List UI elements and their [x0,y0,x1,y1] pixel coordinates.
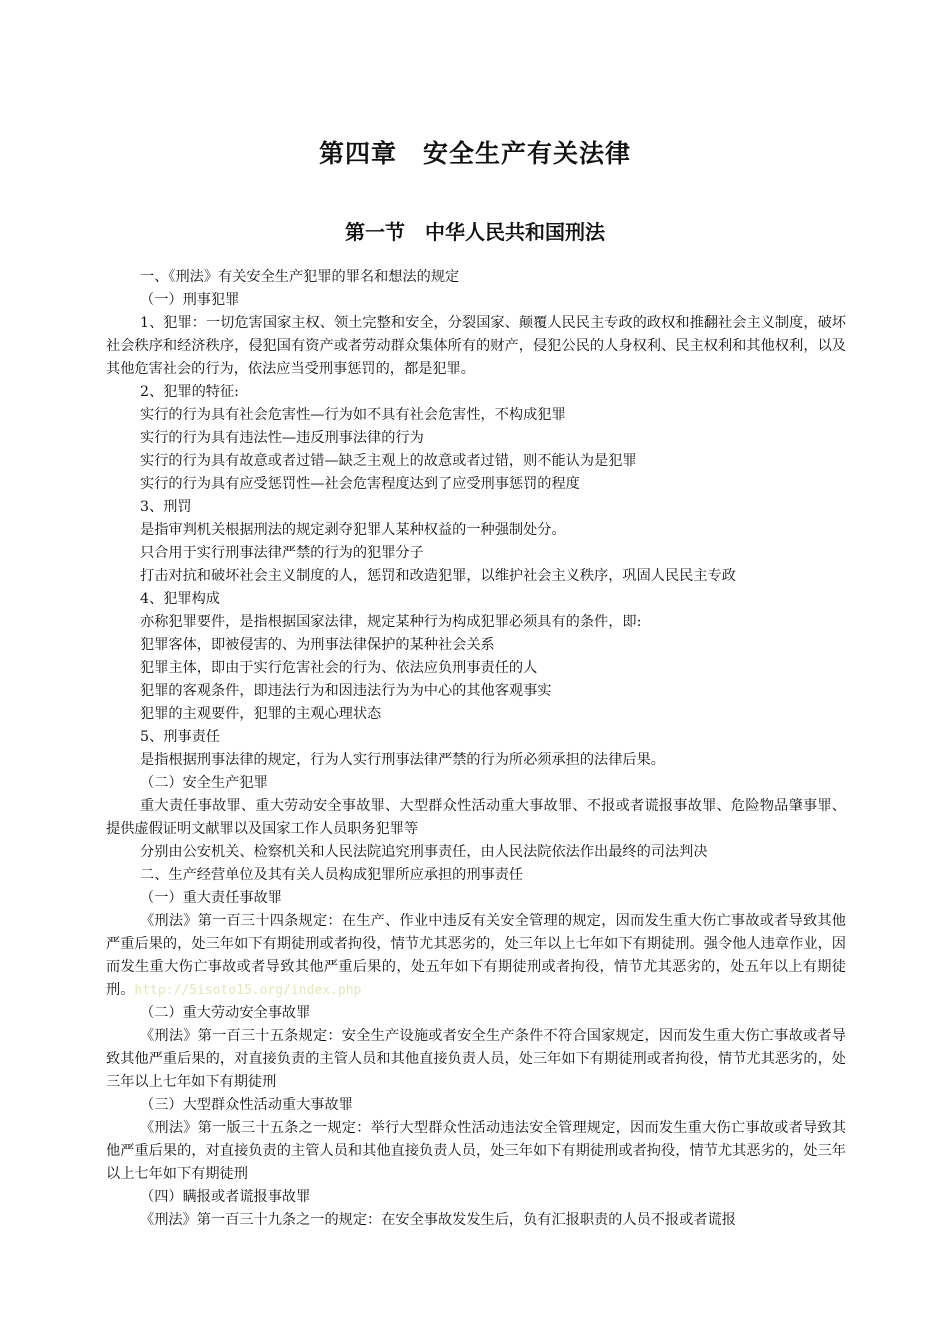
paragraph-article-134 [106,910,846,1002]
watermark-url: http://5isoto15.org/index.php [134,983,362,998]
list-item: 亦称犯罪要件，是指根据国家法律，规定某种行为构成犯罪必须具有的条件，即: [140,614,642,630]
subheading-major-labor-safety-accident: （二）重大劳动安全事故罪 [140,1005,311,1021]
paragraph-article-139-1: 《刑法》第一百三十九条之一的规定：在安全事故发发生后，负有汇报职责的人员不报或者谎报 [140,1212,736,1228]
section-title: 第一节 中华人民共和国刑法 [345,220,605,244]
paragraph-article-135: 《刑法》第一百三十五条规定：安全生产设施或者安全生产条件不符合国家规定，因而发生重大伤亡事故或者导致其他严重后果的，对直接负责的主管人员和其他直接负责人员，处三年如下有期徒刑或者拘役，情节尤其恶劣的，处三年以上七年如下有期徒刑 [106,1028,846,1090]
subheading-safety-crimes: （二）安全生产犯罪 [140,775,268,791]
list-item: 犯罪客体，即被侵害的、为刑事法律保护的某种社会关系 [140,637,495,653]
heading-crime-features: 2、犯罪的特征: [140,384,239,400]
list-item: 只合用于实行刑事法律严禁的行为的犯罪分子 [140,545,424,561]
article-134-text: 《刑法》第一百三十四条规定：在生产、作业中违反有关安全管理的规定，因而发生重大伤亡事故或者导致其他严重后果的，处三年如下有期徒刑或者拘役，情节尤其恶劣的，处三年以上七年如下有期徒刑。强令他人违章作业，因而发生重大伤亡事故或者导致其他严重后果的，处五年如下有期徒刑或者拘役，情节尤其恶劣的，处五年以上有期徒刑。 [106,913,846,998]
chapter-title: 第四章 安全生产有关法律 [318,139,631,168]
list-item: 犯罪的主观要件，犯罪的主观心理状态 [140,706,382,722]
list-item: 犯罪的客观条件，即违法行为和因违法行为为中心的其他客观事实 [140,683,552,699]
subheading-major-liability-accident: （一）重大责任事故罪 [140,890,282,906]
list-item: 是指根据刑事法律的规定，行为人实行刑事法律严禁的行为所必须承担的法律后果。 [140,752,665,768]
list-item: 实行的行为具有社会危害性—行为如不具有社会危害性，不构成犯罪 [140,407,566,423]
heading-part-one: 一、《刑法》有关安全生产犯罪的罪名和想法的规定 [140,269,460,285]
list-item: 犯罪主体，即由于实行危害社会的行为、依法应负刑事责任的人 [140,660,538,676]
heading-crime-constitution: 4、犯罪构成 [140,591,220,607]
heading-part-two: 二、生产经营单位及其有关人员构成犯罪所应承担的刑事责任 [140,867,524,883]
subheading-criminal-offense: （一）刑事犯罪 [140,292,240,308]
list-item: 是指审判机关根据刑法的规定剥夺犯罪人某种权益的一种强制处分。 [140,522,566,538]
subheading-large-event-accident: （三）大型群众性活动重大事故罪 [140,1097,353,1113]
heading-criminal-liability: 5、刑事责任 [140,729,220,745]
paragraph-crime-list: 重大责任事故罪、重大劳动安全事故罪、大型群众性活动重大事故罪、不报或者谎报事故罪、危险物品肇事罪、提供虚假证明文献罪以及国家工作人员职务犯罪等 [106,798,846,837]
list-item: 实行的行为具有应受惩罚性—社会危害程度达到了应受刑事惩罚的程度 [140,476,580,492]
document-body [106,266,846,1232]
list-item: 实行的行为具有故意或者过错—缺乏主观上的故意或者过错，则不能认为是犯罪 [140,453,637,469]
paragraph-prosecution: 分别由公安机关、检察机关和人民法院追究刑事责任，由人民法院依法作出最终的司法判决 [140,844,708,860]
paragraph-crime-definition: 1、犯罪：一切危害国家主权、领土完整和安全，分裂国家、颠覆人民民主专政的政权和推翻社会主义制度，破坏社会秩序和经济秩序，侵犯国有资产或者劳动群众集体所有的财产，侵犯公民的人身权利、民主权利和其他权利，以及其他危害社会的行为，依法应当受刑事惩罚的，都是犯罪。 [106,315,846,377]
heading-penalty: 3、刑罚 [140,499,192,515]
paragraph-article-135-1: 《刑法》第一版三十五条之一规定：举行大型群众性活动违法安全管理规定，因而发生重大伤亡事故或者导致其他严重后果的，对直接负责的主管人员和其他直接负责人员，处三年如下有期徒刑或者拘役，情节尤其恶劣的，处三年以上七年如下有期徒刑 [106,1120,846,1182]
subheading-concealment-crime: （四）瞒报或者谎报事故罪 [140,1189,311,1205]
list-item: 实行的行为具有违法性—违反刑事法律的行为 [140,430,424,446]
list-item: 打击对抗和破坏社会主义制度的人，惩罚和改造犯罪，以维护社会主义秩序，巩固人民民主专政 [140,568,736,584]
